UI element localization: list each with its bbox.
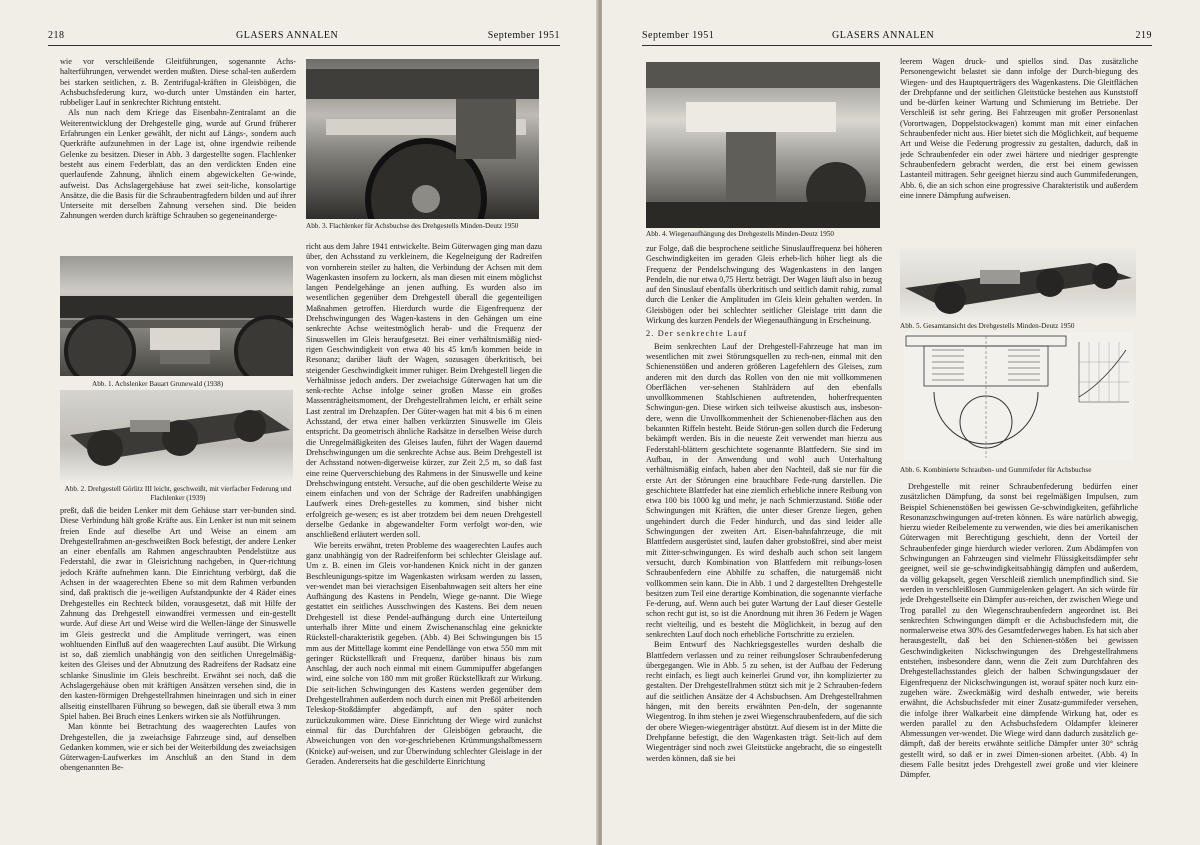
- figure-3-photo: [306, 59, 539, 219]
- paragraph: zur Folge, daß die besprochene seitliche Sinuslauffrequenz bei höheren Geschwindigkeiten im geraden Gleis erheb-lich höher liegt als die Frequenz der Pendelschwingung des Wagenkastens in den langen Pendeln, die nur etwa 0,75 Hertz beträgt. Der Wagen läuft also in bezug auf den Sinuslauf ebenfalls überkritisch und seitlich damit ruhig, zumal durch die Lenker die Amplituden im Gleis klein gehalten werden. In Gleisbögen oder bei schlechter seitlicher Gleislage tritt dann die Wirkung des kurzen Pendels der Wiegenaufhängung in Erscheinung.: [646, 244, 882, 326]
- page-number: 219: [1135, 30, 1152, 41]
- right-page: [602, 0, 1200, 845]
- right-page-header: [642, 30, 1152, 44]
- figure-5-caption: Abb. 5. Gesamtansicht des Drehgestells Minden-Deutz 1950: [900, 322, 1075, 330]
- paragraph: Beim senkrechten Lauf der Drehgestell-Fahrzeuge hat man im wesentlichen mit zwei Störungsquellen zu rech-nen, einmal mit den Schienenstößen und anderen größeren Lagefehlern des Gleises, zum anderen mit den durch das Rollen von den nie mit vollkommenen Oberflächen ver-sehenen Stahlrädern auf den ebenfalls unvollkommenen Stahlschienen auftretenden, hoherfrequenten Schwingun-gen. Diese wirken sich teilweise akustisch aus, insbeson-dere, wenn die Unvollkommenheit der Schienenober-flächen aus den bekannten Riffeln besteht. Beide Störun-gen sollen durch die Federung bekämpft werden. Bis in die neueste Zeit verwendet man hierzu aus Federstahl-blättern geschichtete sogenannte Blattfedern. Sie sind im Aufbau, in der Anwendung und wohl auch Unterhaltung verhältnismäßig einfach, haben aber den Nachteil, daß sie nur für die erste Art der Störungen eine brauchbare Fede-rung darstellen. Die geschichtete Blattfeder hat eine ziemlich erhebliche innere Reibung von etwa 100 bis 1000 kg und mehr, je nach Schmierzustand. Stöße oder Schwingungen mit Kräften, die unter dieser Grenze liegen, gehen ungehindert durch die Feder hindurch, und das sind leider alle Schwingungen der zweiten Art. Eisen-bahnfahrzeuge, die mit Blattfedern ausgerüstet sind, laufen daher grobstoßfrei, sind aber meist mit Zitter-schwingungen. Es wird deshalb auch schon seit langem versucht, durch Kombination von Blattfedern mit reibungs-losen Schraubenfedern eine Abhilfe zu schaffen, die naturgemäß nicht vollkommen sein kann. Die in Abb. 1 und 2 dargestellten Drehgestelle besitzen zum Teil eine derartige Kombination, die sogenannte vierfache Fe-derung, auf. Wenn auch bei guter Wartung der Lauf dieser Gestelle schon recht gut ist, so ist die Anordnung mit ihren 36 Federn je Wagen recht vielteilig, und es besteht die Möglichkeit, in bezug auf den senkrechten Lauf doch noch erhebliche Fortschritte zu erzielen.: [646, 341, 882, 639]
- right-col1: [646, 244, 882, 836]
- left-page: [0, 0, 598, 845]
- paragraph: leerem Wagen druck- und spiellos sind. Das zusätzliche Personengewicht belastet sie dann infolge der Durch-biegung des Wiegen- und des Hauptquerträgers des Wagenkastens. Die Gleitflächen der Drehpfanne und der seitlichen Gleitstücke bestehen aus Kunststoff und be-dürfen keiner Wartung und Schmierung im Betriebe. Der Verschleiß ist sehr gering. Bei Fahrzeugen mit großer Personenlast (Vorortwagen, Doppelstockwagen) kommt man mit einer einfachen Schraubenfeder nicht aus. Hier bietet sich die Möglichkeit, auf bequeme Art und Weise die Federung progressiv zu gestalten, dadurch, daß in jede Schraubenfeder ein oder zwei härtere und niedriger gesprengte Schraubenfedern gebracht werden, die erst bei einem gewissen Lastanteil mittragen. Sehr geeignet hierzu sind auch Gummifederungen, Abb. 6, die an sich schon eine progressive Charakteristik und außerdem eine innere Dämpfung aufweisen.: [900, 57, 1138, 200]
- figure-3-caption: Abb. 3. Flachlenker für Achsbuchse des Drehgestells Minden-Deutz 1950: [306, 222, 519, 230]
- left-page-header: [48, 30, 560, 44]
- right-col2-top: [900, 57, 1138, 247]
- paragraph: Man könnte bei Betrachtung des waagerechten Laufes von Drehgestellen, die ja zweiachsige Fahrzeuge sind, auf denselben Gedanken kommen, wie er sich bei der Weiterbildung des zweiachsigen Güterwagen-Laufwerkes im Anschluß an den Stand in dem obengenannten Be-: [60, 722, 296, 773]
- paragraph: preßt, daß die beiden Lenker mit dem Gehäuse starr ver-bunden sind. Diese Verbindung hält große Kräfte aus. Ein Lenker ist nun mit seinem freien Ende auf dieselbe Art und Weise an einem am Drehgestellrahmen an-geschweißten Bock befestigt, der andere Lenker an einer ebenfalls am Rahmen angeschraubten Pendelstütze aus Federstahl, die zwar in Gleisrichtung nachgeben, in Quer-richtung jedoch Kräfte aufnehmen kann. Die Einrichtung verbürgt, daß die Achsen in der waagerechten Ebene so mit dem Rahmen verbunden sind, daß praktisch die je-weiligen Aufstandpunkte der 4 Räder eines Drehgestelles ein Rechteck bilden, vorausgesetzt, daß mit Hilfe der Zahnung das Drehgestell einwandfrei vermessen und ein-gestellt wurde. Auf diese Art und Weise wird die Wellen-länge der Sinuswelle im Gleis gestreckt und die Amplitude verringert, was einen wohltuenden Einfluß auf den waagerechten Lauf ausübt. Die Wirkung ist so, daß ziemlich unabhängig von den seitlichen Unregelmäßig-keiten des Gleises und der Abnutzung des Radreifens der Radsatz eine schlanke Sinuslinie im Gleis beschreibt. Erwähnt sei noch, daß die Achslagergehäuse oben mit kräftigen Ansätzen versehen sind, die in den kasten-förmigen Drehgestellrahmen hineinragen und sich in einer allseitig einstellbaren Führung so bewegen, daß sie überall etwa 3 mm Spiel haben. Bei Bruch eines Lenkers wirken sie als Notführungen.: [60, 506, 296, 721]
- issue-date: September 1951: [642, 30, 715, 41]
- left-col1-top: [60, 57, 296, 253]
- paragraph: Wie bereits erwähnt, treten Probleme des waagerechten Laufes auch ganz unabhängig von der Radreifenform bei schlechter Gleislage auf. Um z. B. einen im Gleis vor-handenen Knick nicht in der ganzen Beschleunigungs-spitze im Wagenkasten wirksam werden zu lassen, ver-wendet man bei vierachsigen Eisenbahnwagen seit alters her eine Aufhängung des Kastens in Pendeln, Wiege ge-nannt. Die Wiege gestattet ein seitliches Ausschwingen des Kastens. Bei dem neuen Drehgestell ist diese Pendel-aufhängung durch eine Unterteilung unterhalb ihrer Mitte und einem Zwischenanschlag eine geknickte Rückstell-charakteristik gegeben. (Abb. 4) Bei Schwingungen bis 15 mm aus der Mittellage kommt eine Pendellänge von etwa 550 mm mit geringer Rückstellkraft und Frequenz, darüber hinaus bis zum Anschlag, der auch noch einmal mit einem Gummipuffer abgefangen wird, eine solche von 180 mm mit großer Rückstellkraft zur Wirkung. Die seit-lichen Schwingungen des Kastens werden gegenüber dem Drehgestellrahmen außerdem noch durch einen mit Preßöl arbeitenden Teleskop-Stoßdämpfer abgedämpft, auf den später noch zurückzukommen wäre. Diese Einrichtung der Wiege wird zunächst einmal für das Durchfahren der Gleisbögen gebraucht, die Abweichungen von den vor-geschriebenen Krümmungshalbmessern (Knicke) auf-weisen, und zur Überwindung schlechter Gleislage in der Geraden. Andererseits hat die geschilderte Einrichtung: [306, 540, 542, 766]
- figure-4-photo: [646, 62, 880, 228]
- paragraph: richt aus dem Jahre 1941 entwickelte. Beim Güterwagen ging man dazu über, den Achsstand zu verkleinern, die Kegelneigung der Radreifen von vornherein steiler zu halten, die Verbindung der Achsen mit dem Wagenkasten insofern zu lockern, als man diesen mit einem möglichst langen Pendelgehänge an jenen aufhing. Es wurden also im wesentlichen gegenüber dem Drehgestell überall die gegenteiligen Maßnahmen getroffen. Hierdurch wurde die Eigenfrequenz der Drehschwingungen des Wagen-kastens in den Gehängen um eine senkrechte Achse weitestmöglich herab- und die Frequenz der Sinuswellen im Gleis heraufgesetzt. Bei einer verhältnismäßig nied-rigen Geschwindigkeit von etwa 40 bis 45 km/h kommen beide in Resonanz; darüber läuft der Wagen, sozusagen überkritisch, bei steigender Geschwindigkeit immer ruhiger. Beim Drehgestell liegen die Verhältnisse jedoch anders. Der zweiachsige Güterwagen hat um die senk-rechte Achse infolge seiner großen Masse ein großes Massenträgheitsmoment, der Drehgestellrahmen leicht, er erhält seine Last zentral im Drehzapfen. Der Güter-wagen hat mit 4 bis 6 m einen Achsstand, der etwa einer halben verkürzten Sinuswelle im Gleis entspricht. Da geometrisch ähnliche Radsätze in derselben Weise durch die Unregelmäßigkeiten des Gleises laufen, führt der Wagen dauernd Drehschwingungen um die senkrechte Achse aus. Beim Drehgestell ist der Achsstand notwen-digerweise kürzer, zur Zeit 2,5 m, so daß fast eine reine Querverschiebung des Rahmens in der Sinuswelle und keine Drehschwingung entsteht. Versuche, auf die oben geschilderte Weise zu einem einfachen und von der Schräge der Radreifen unabhängigen Laufwerk eines Dreh-gestelles zu kommen, sind bisher nicht erfolgreich ge-wesen; es ist aber trotzdem bei dem neuen Drehgestell derselbe Gedanke in abgewandelter Form verfolgt wor-den, wie anschließend erläutert werden soll.: [306, 242, 542, 540]
- right-col2-bottom: [900, 482, 1138, 836]
- figure-1-photo: [60, 256, 293, 376]
- section-heading: 2. Der senkrechte Lauf: [646, 329, 748, 339]
- figure-6-caption: Abb. 6. Kombinierte Schrauben- und Gummifeder für Achsbuchse: [900, 466, 1092, 474]
- paragraph: wie vor verschleißende Gleitführungen, sogenannte Achs-halterführungen, verwendet werden mußten. Diese schal-ten außerdem bei starken seitlichen, z. B. Zentrifugal-kräften in Gleisbögen, die Achsbuchsfederung kurz, wo-durch unter Umständen ein harter, rubbeliger Lauf in senkrechter Richtung entsteht.: [60, 57, 296, 108]
- left-col1-bottom: [60, 506, 296, 836]
- figure-1-caption: Abb. 1. Achslenker Bauart Grunewald (1938): [92, 380, 224, 388]
- header-rule: [642, 45, 1152, 46]
- figure-2-caption: Abb. 2. Drehgestell Görlitz III leicht, geschweißt, mit vierfacher Federung und Flachlenker (1939): [64, 485, 292, 502]
- paragraph: Drehgestelle mit reiner Schraubenfederung bedürfen einer zusätzlichen Dämpfung, da sonst bei regelmäßigen Impulsen, zum Beispiel Schienenstößen bei gewissen Ge-schwindigkeiten, gefährliche Resonanzschwingungen auf-treten können. Es wäre natürlich abwegig, hierzu wieder Reibelemente zu verwenden, wie dies bei amerikanischen Güterwagen mit Berechtigung geschieht, denn der Vorteil der Schraubenfeder ginge hierdurch wieder verloren. Zum Abdämpfen von Schwingungen an Fahrzeugen sind vielmehr Flüssigkeitsdämpfer sehr geeignet, weil sie ge-schwindigkeitsabhängig dämpfen und außerdem, da völlig gekapselt, gegen Verschleiß ziemlich unempfindlich sind. Sie werden in verschleißlosen Gummigelenken gelagert. An sich würde für jede Drehgestellseite ein Dämpfer aus-reichen, der zwischen Wiege und Trog parallel zu den Wiegenschraubenfedern angeordnet ist. Bei senkrechten Schwingungen dämpft er die Achsbuchsfedern mit, die normalerweise etwa 30% des Gesamtfederweges haben. Es hat sich aber herausgestellt, daß bei den Schienen-stößen bei gewissen Geschwindigkeiten Nickschwingungen des Drehgestellrahmens entstehen, insbesondere dann, wenn die Zeit zum Durchfahren des Drehgestellachsstandes gleich der halben Schwingungsdauer der Eigenfrequenz der Nickschwingungen ist, worauf später noch kurz ein-zugehen wäre. Zweckmäßig wird deshalb entweder, wie bereits erwähnt, die Achsbuchsfeder mit einer Zusatz-gummifeder versehen, die infolge ihrer Walkarbeit eine dämpfende Wirkung hat, oder es werden parallel zu den Achsbuchsfedern Oldampfer kleinerer Abmessungen ver-wendet. Die Wiege wird dann dadurch zusätzlich ge-dämpft, daß der bereits erwähnte seitliche Dämpfer unter 30° schräg gestellt wird, so daß er in zwei Dimen-sionen arbeitet. (Abb. 4) In diesem Falle besitzt jedes Drehgestell zwei große und vier kleinere Dämpfer.: [900, 482, 1138, 780]
- figure-6-drawing: [904, 332, 1134, 460]
- figure-4-caption: Abb. 4. Wiegenaufhängung des Drehgestells Minden-Deutz 1950: [646, 230, 835, 238]
- journal-title: GLASERS ANNALEN: [832, 30, 935, 41]
- issue-date: September 1951: [487, 30, 560, 41]
- figure-5-photo: [900, 248, 1136, 320]
- page-number: 218: [48, 30, 65, 41]
- figure-2-photo: [60, 390, 293, 482]
- left-col2: [306, 242, 542, 836]
- paragraph: Als nun nach dem Kriege das Eisenbahn-Zentralamt an die Weiterentwicklung der Drehgestelle ging, wurde auf Grund früherer Erfahrungen ein Lenker gewählt, der nicht auf Längs-, sondern auch Querkräfte aufzunehmen in der Lage ist, ohne irgendwie reibende Gelenke zu besitzen. Dieser in Abb. 3 dargestellte sogen. Flachlenker besteht aus einem Federblatt, das an den verdickten Enden eine querlaufende Zahnung, ähnlich einem abgewickelten Ge-winde, aufweist. Das Achslagergehäuse hat zwei seit-liche, konsolartige Ansätze, die die Basis für die Schraubentragfedern bilden und auf ihrer Unterseite mit derselben Zahnung versehen sind. Die beiden Zahnungen werden durch kräftige Schrauben so gegeneinanderge-: [60, 108, 296, 221]
- journal-title: GLASERS ANNALEN: [236, 30, 339, 41]
- paragraph: Beim Entwurf des Nachkriegsgestelles wurden deshalb die Blattfedern verlassen und zu reiner reibungsloser Schraubenfederung übergegangen. Wie in Abb. 5 zu sehen, ist der Aufbau der Federung recht einfach, es liegt auch keinerlei Grund vor, ihn komplizierter zu gestalten. Der Drehgestellrahmen stützt sich mit je 2 Schrauben-federn auf die seitlichen Ansätze der 4 Achsbuchsen. Am Drehgestellrahmen hängen, mit den bereits erwähnten Pen-deln, der sogenannte Wiegentrog. In ihm stehen je zwei Wiegenschraubenfedern, auf die sich der obere Wiegen-wiegenträger abstützt. Auf diesem ist in der Mitte die Drehpfanne befestigt, die den Wagenkasten trägt. Seit-lich auf dem Wiegenträger sind noch zwei Gleitstücke angebracht, die so eingestellt werden können, daß sie bei: [646, 640, 882, 763]
- header-rule: [48, 45, 560, 46]
